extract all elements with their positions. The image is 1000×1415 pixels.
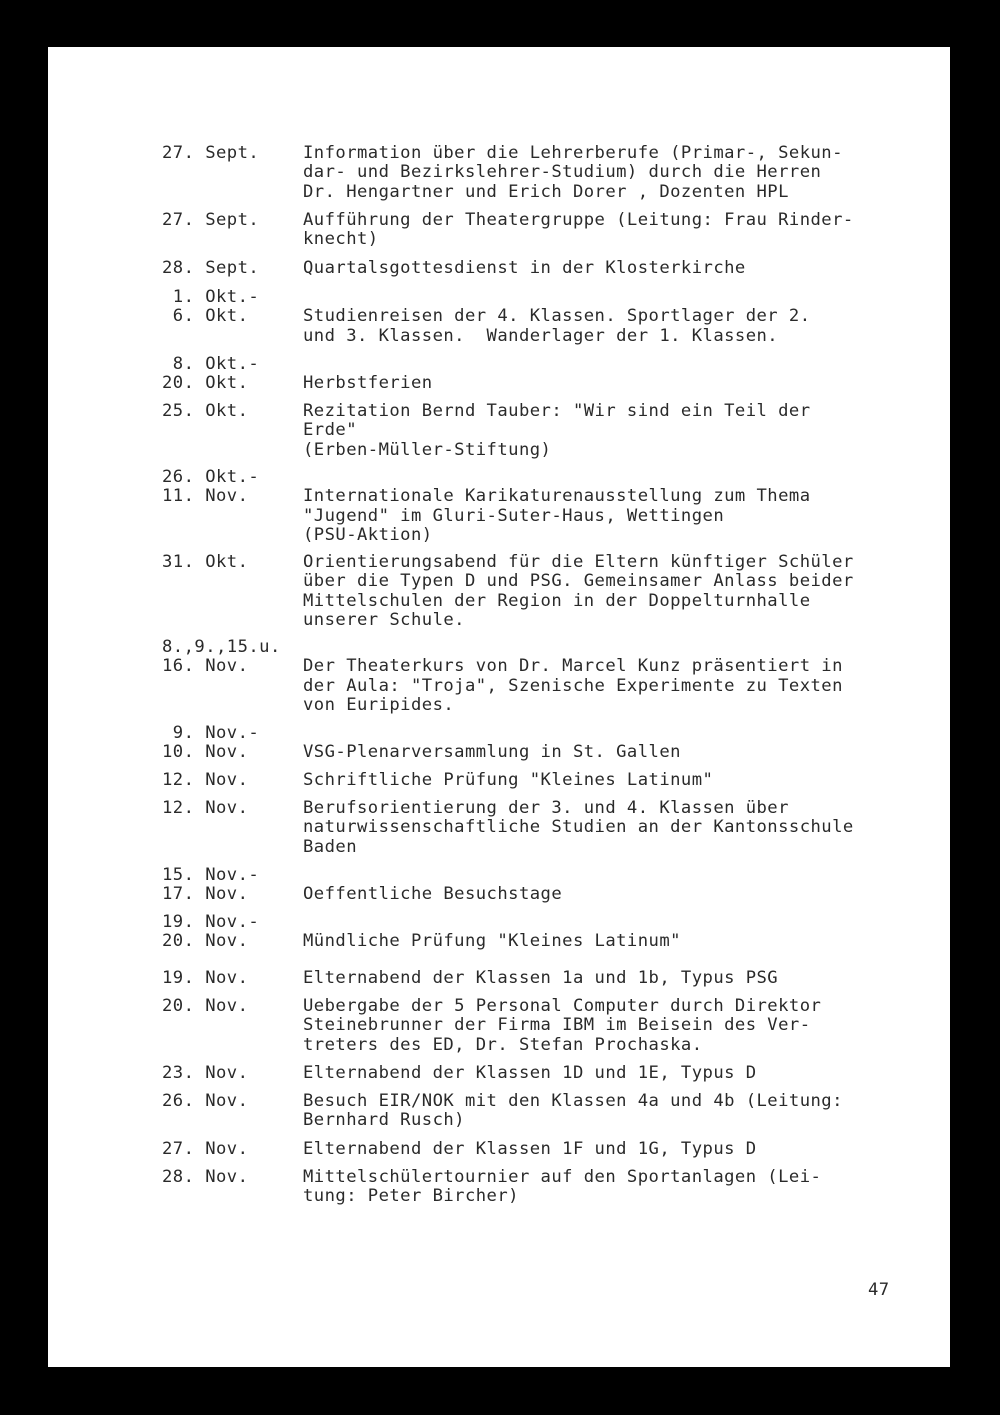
event-description: Schriftliche Prüfung "Kleines Latinum" [303,770,714,790]
event-date: 28. Sept. [162,258,260,278]
event-date: 1. Okt.- 6. Okt. [172,287,260,327]
event-description: Studienreisen der 4. Klassen. Sportlager der 2. und 3. Klassen. Wanderlager der 1. Klassen. [303,306,811,346]
event-description: Elternabend der Klassen 1F und 1G, Typus D [303,1139,757,1159]
event-date: 28. Nov. [162,1167,249,1187]
event-date: 23. Nov. [162,1063,249,1083]
event-date: 25. Okt. [162,401,249,421]
event-date: 26. Nov. [162,1091,249,1111]
event-description: Orientierungsabend für die Eltern künftiger Schüler über die Typen D und PSG. Gemeinsamer Anlass beider Mittelschulen der Region in der Doppelturnhalle unserer Schule. [303,552,854,630]
event-description: Internationale Karikaturenausstellung zum Thema "Jugend" im Gluri-Suter-Haus, Wettingen (PSU-Aktion) [303,486,811,545]
event-date: 8.,9.,15.u. 16. Nov. [162,637,281,677]
event-date: 26. Okt.- 11. Nov. [162,467,260,507]
event-date: 19. Nov. [162,968,249,988]
event-description: Der Theaterkurs von Dr. Marcel Kunz präsentiert in der Aula: "Troja", Szenische Experimente zu Texten von Euripides. [303,656,843,715]
event-date: 12. Nov. [162,770,249,790]
event-description: Information über die Lehrerberufe (Primar-, Sekun- dar- und Bezirkslehrer-Studium) durch die Herren Dr. Hengartner und Erich Dorer , Dozenten HPL [303,143,843,202]
event-description: Besuch EIR/NOK mit den Klassen 4a und 4b (Leitung: Bernhard Rusch) [303,1091,843,1131]
event-date: 27. Sept. [162,143,260,163]
document-page [48,47,950,1367]
event-description: Uebergabe der 5 Personal Computer durch Direktor Steinebrunner der Firma IBM im Beisein des Ver- treters des ED, Dr. Stefan Prochaska. [303,996,822,1055]
event-date: 15. Nov.- 17. Nov. [162,865,260,905]
event-date: 27. Nov. [162,1139,249,1159]
event-date: 8. Okt.- 20. Okt. [162,354,260,394]
event-date: 20. Nov. [162,996,249,1016]
event-description: Elternabend der Klassen 1D und 1E, Typus D [303,1063,757,1083]
event-description: Rezitation Bernd Tauber: "Wir sind ein Teil der Erde" (Erben-Müller-Stiftung) [303,401,811,460]
event-date: 31. Okt. [162,552,249,572]
event-description: Elternabend der Klassen 1a und 1b, Typus PSG [303,968,779,988]
event-date: 9. Nov.- 10. Nov. [162,723,260,763]
event-description: Herbstferien [303,373,433,394]
event-date: 27. Sept. [162,210,260,230]
event-description: Aufführung der Theatergruppe (Leitung: Frau Rinder- knecht) [303,210,854,250]
event-date: 12. Nov. [162,798,249,818]
event-description: Berufsorientierung der 3. und 4. Klassen über naturwissenschaftliche Studien an der Kantonsschule Baden [303,798,854,857]
event-description: VSG-Plenarversammlung in St. Gallen [303,742,681,763]
event-date: 19. Nov.- 20. Nov. [162,912,260,952]
event-description: Oeffentliche Besuchstage [303,884,563,905]
event-description: Quartalsgottesdienst in der Klosterkirche [303,258,746,278]
page-number: 47 [868,1280,890,1300]
event-description: Mündliche Prüfung "Kleines Latinum" [303,931,681,952]
event-description: Mittelschülertournier auf den Sportanlagen (Lei- tung: Peter Bircher) [303,1167,822,1207]
